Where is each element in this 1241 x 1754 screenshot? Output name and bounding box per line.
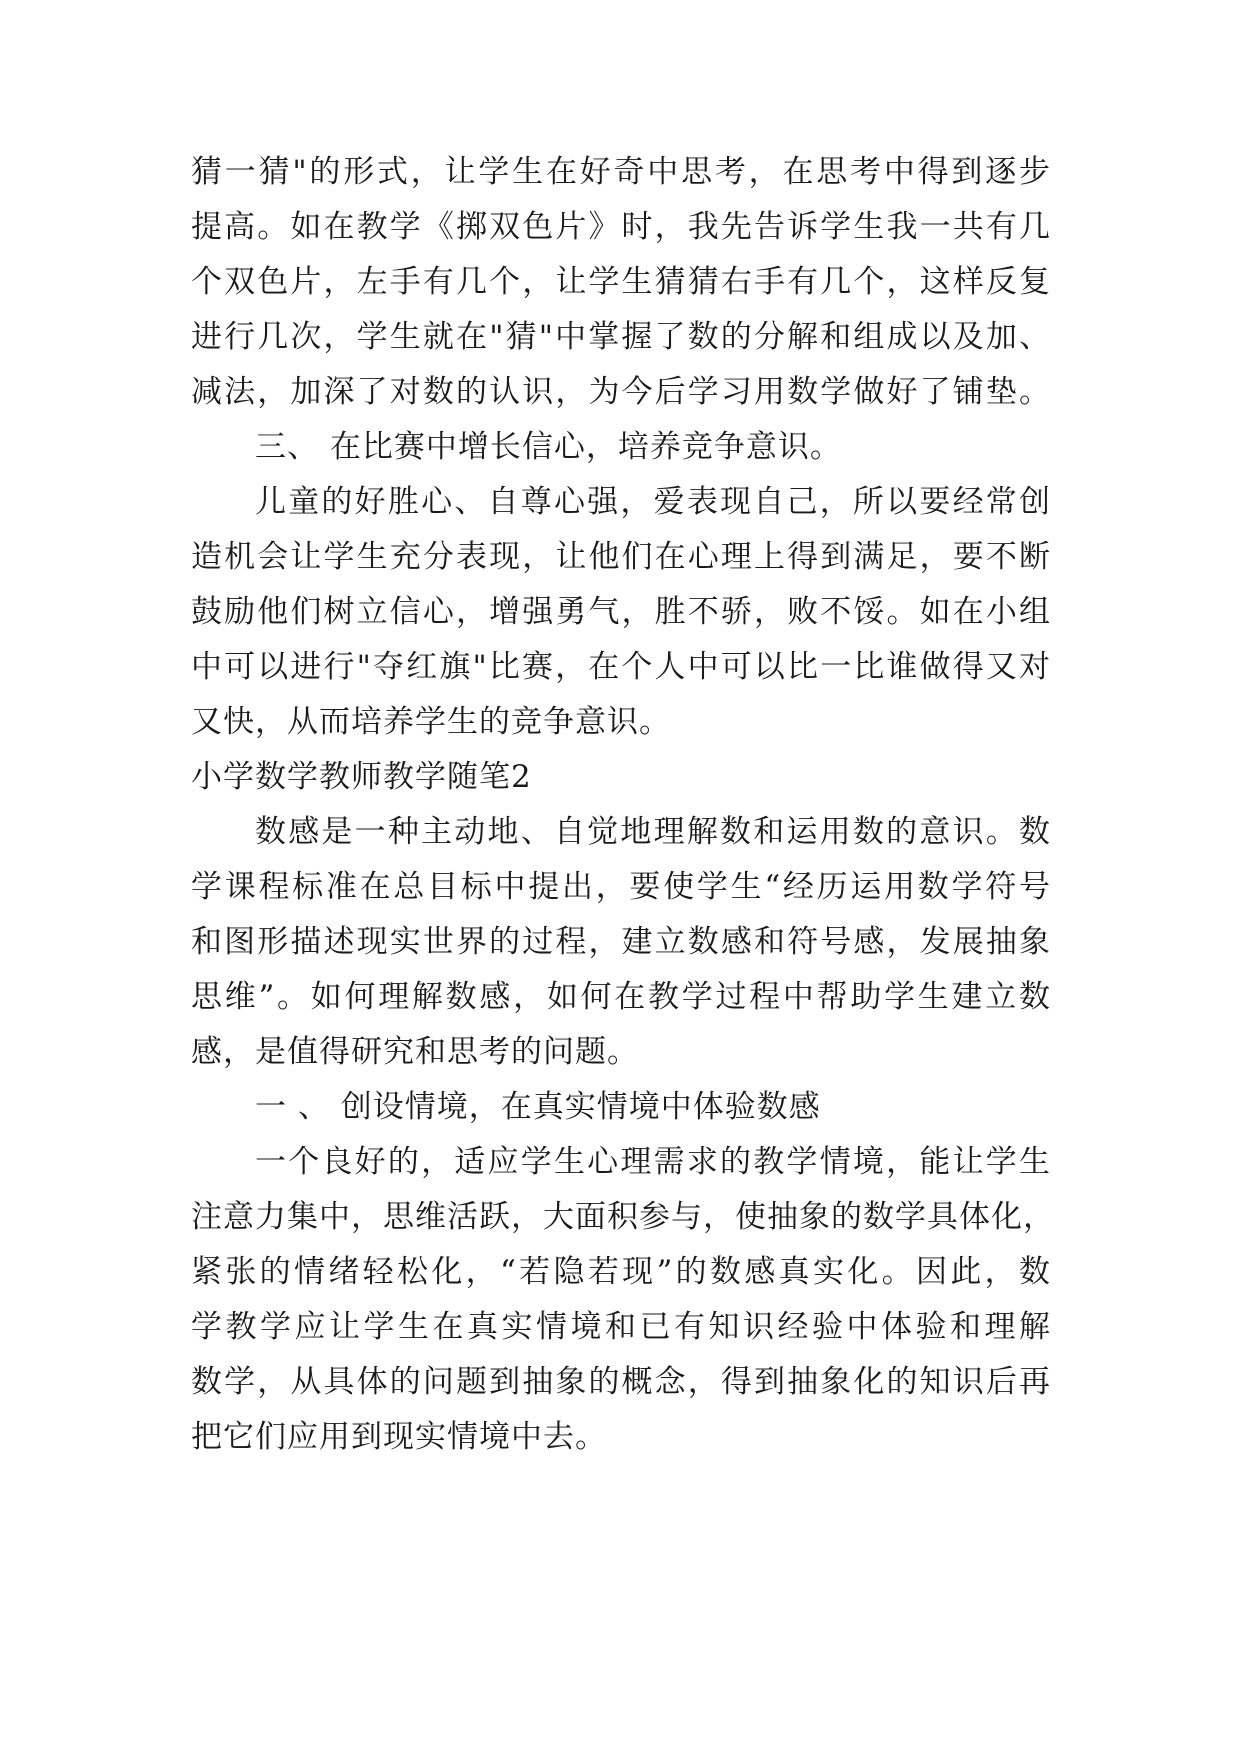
paragraph-line: 减法，加深了对数的认识，为今后学习用数学做好了铺垫。 <box>191 374 1051 410</box>
paragraph-line: 和图形描述现实世界的过程，建立数感和符号感，发展抽象 <box>191 924 1051 960</box>
paragraph-line: 中可以进行"夺红旗"比赛，在个人中可以比一比谁做得又对 <box>191 649 1051 685</box>
paragraph-line: 把它们应用到现实情境中去。 <box>191 1419 607 1455</box>
paragraph-line: 猜一猜"的形式，让学生在好奇中思考，在思考中得到逐步 <box>191 154 1051 190</box>
paragraph-line: 又快，从而培养学生的竞争意识。 <box>191 704 671 740</box>
paragraph-line: 感，是值得研究和思考的问题。 <box>191 1034 639 1070</box>
paragraph-line: 儿童的好胜心、自尊心强，爱表现自己，所以要经常创 <box>255 484 1051 520</box>
paragraph-line: 学教学应让学生在真实情境和已有知识经验中体验和理解 <box>191 1309 1051 1345</box>
paragraph-line: 一个良好的，适应学生心理需求的教学情境，能让学生 <box>255 1144 1051 1180</box>
paragraph-line: 学课程标准在总目标中提出，要使学生“经历运用数学符号 <box>191 869 1051 905</box>
section-heading: 三、 在比赛中增长信心，培养竞争意识。 <box>255 429 842 465</box>
article-title: 小学数学教师教学随笔2 <box>191 759 532 795</box>
paragraph-line: 数学，从具体的问题到抽象的概念，得到抽象化的知识后再 <box>191 1364 1051 1400</box>
paragraph-line: 注意力集中，思维活跃，大面积参与，使抽象的数学具体化， <box>191 1199 1055 1235</box>
paragraph-line: 提高。如在教学《掷双色片》时，我先告诉学生我一共有几 <box>191 209 1051 245</box>
paragraph-line: 紧张的情绪轻松化，“若隐若现”的数感真实化。因此，数 <box>191 1254 1051 1290</box>
paragraph-line: 数感是一种主动地、自觉地理解数和运用数的意识。数 <box>255 814 1051 850</box>
paragraph-line: 个双色片，左手有几个，让学生猜猜右手有几个，这样反复 <box>191 264 1051 300</box>
paragraph-line: 鼓励他们树立信心，增强勇气，胜不骄，败不馁。如在小组 <box>191 594 1051 630</box>
paragraph-line: 思维”。如何理解数感，如何在教学过程中帮助学生建立数 <box>191 979 1051 1015</box>
section-heading: 一 、 创设情境，在真实情境中体验数感 <box>255 1089 821 1125</box>
paragraph-line: 造机会让学生充分表现，让他们在心理上得到满足，要不断 <box>191 539 1051 575</box>
paragraph-line: 进行几次，学生就在"猜"中掌握了数的分解和组成以及加、 <box>191 319 1051 355</box>
